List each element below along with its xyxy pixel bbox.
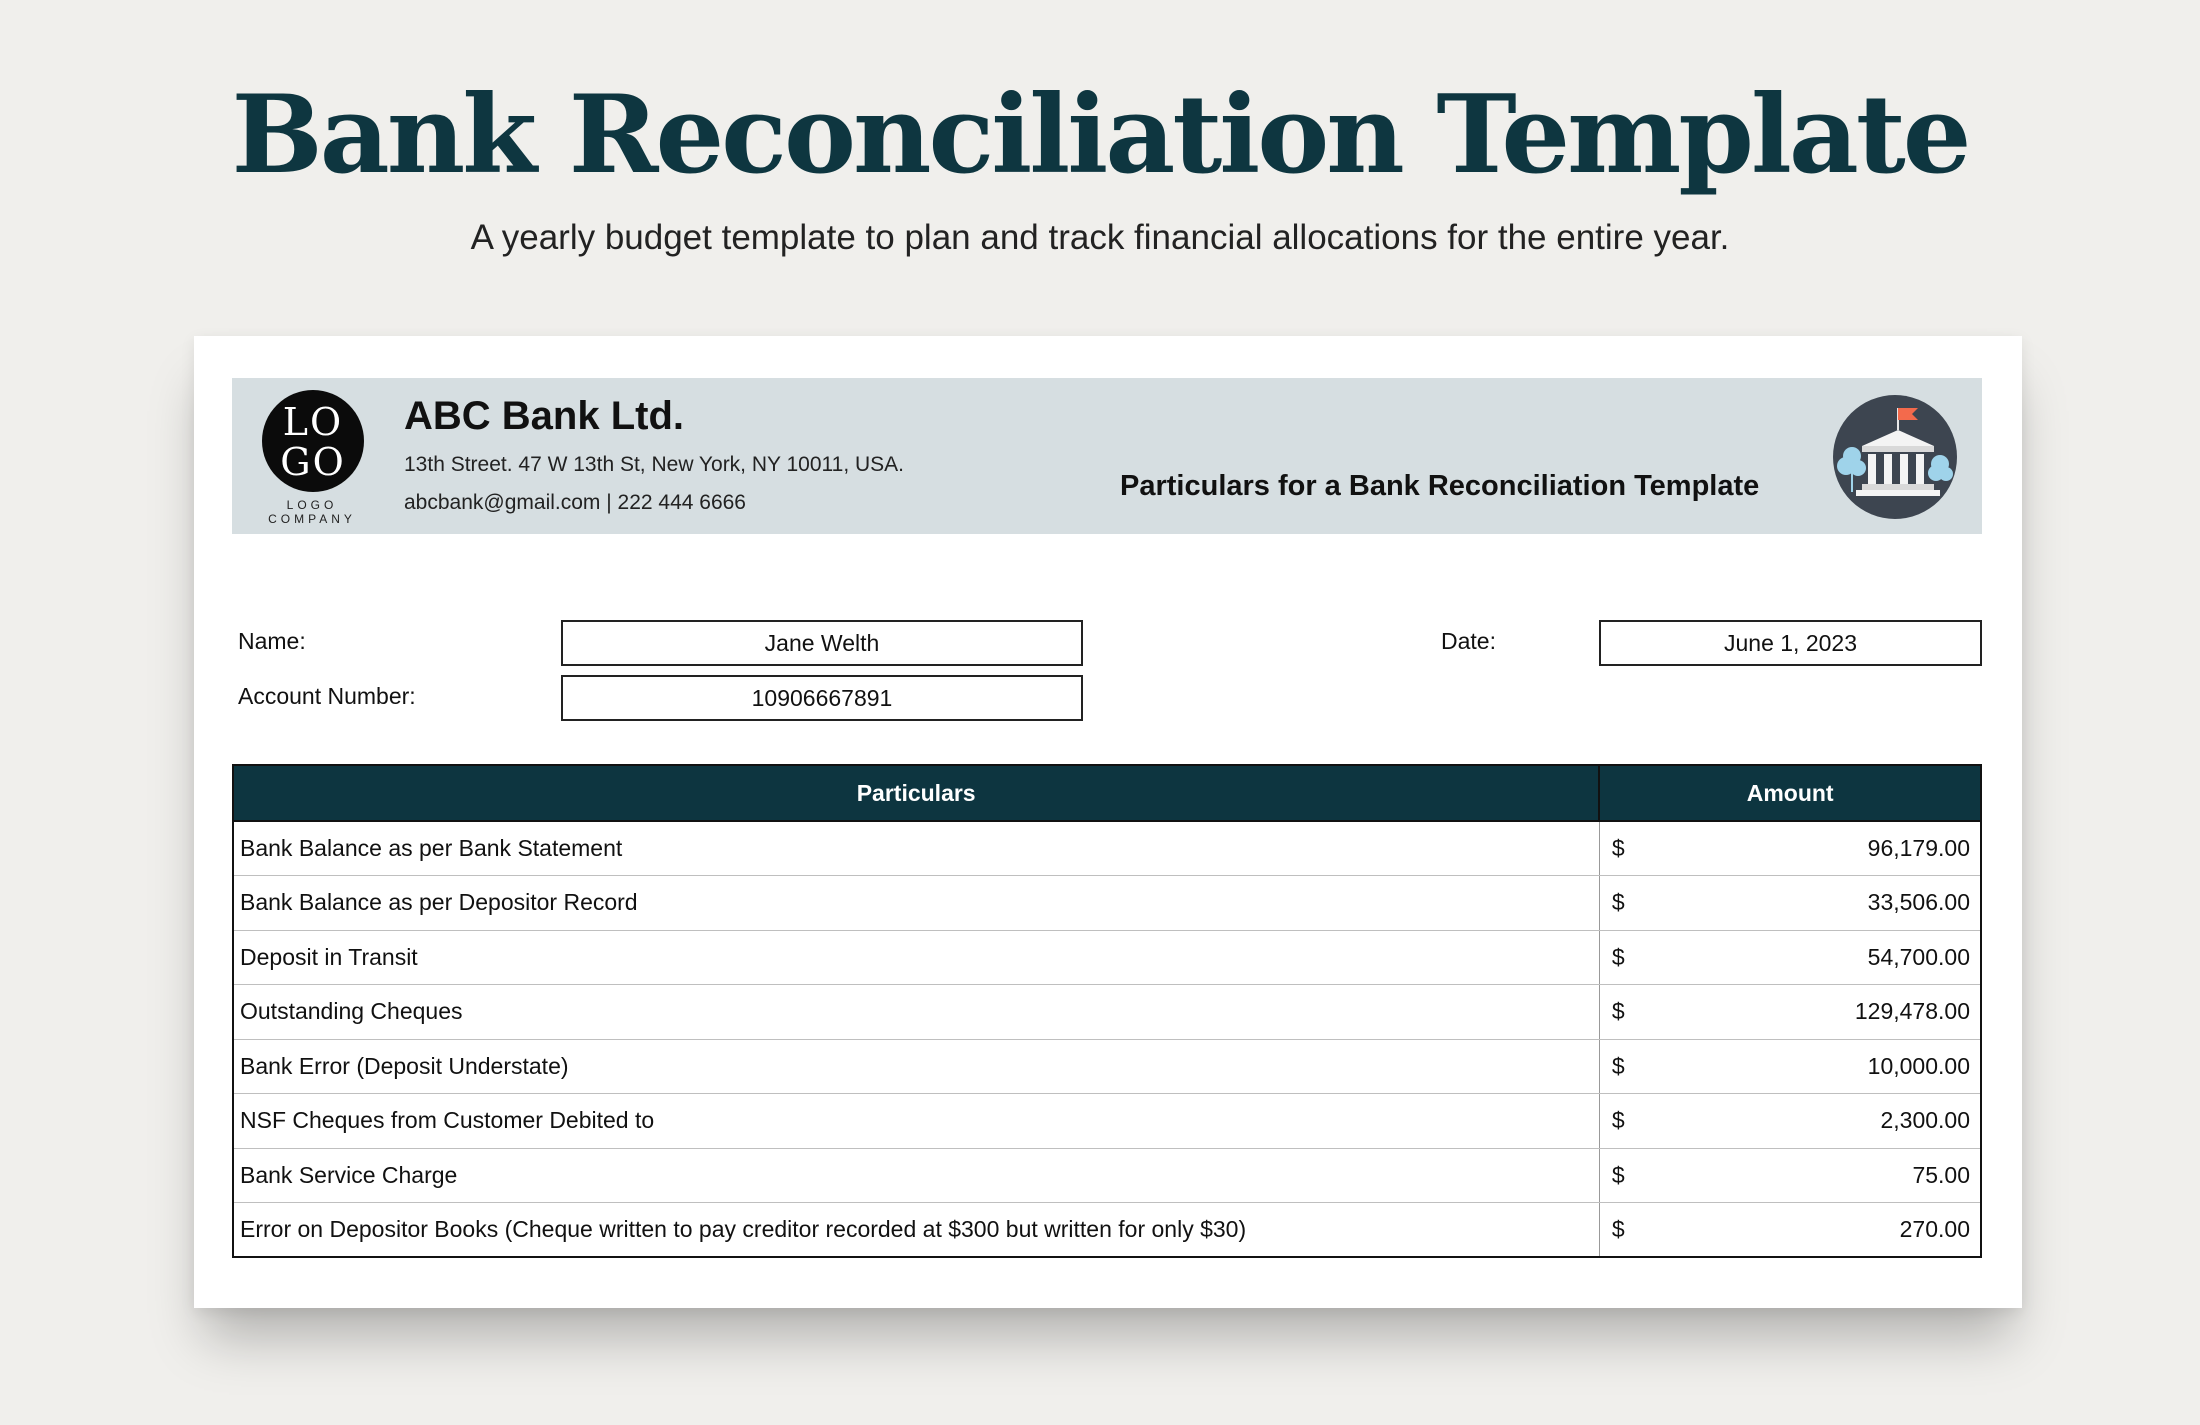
- table-row: [233, 1039, 1981, 1094]
- amount-cell[interactable]: [1599, 821, 1981, 876]
- table-row: [233, 1094, 1981, 1149]
- logo-line-1: LO: [282, 400, 344, 444]
- amount-value: 129,478.00: [1854, 998, 1970, 1025]
- column-header-amount: Amount: [1599, 765, 1981, 821]
- banner-heading: Particulars for a Bank Reconciliation Template: [1120, 470, 1760, 502]
- currency-symbol: $: [1611, 943, 1625, 970]
- table-row: [233, 821, 1981, 876]
- date-field[interactable]: June 1, 2023: [1599, 620, 1982, 666]
- particular-cell[interactable]: Deposit in Transit: [233, 930, 1599, 985]
- page-subtitle: A yearly budget template to plan and track financial allocations for the entire year.: [470, 218, 1730, 257]
- logo-line-2: GO: [280, 440, 346, 484]
- particular-cell[interactable]: Bank Service Charge: [233, 1148, 1599, 1203]
- page-title: Bank Reconciliation Template: [231, 72, 1969, 198]
- currency-symbol: $: [1611, 889, 1625, 916]
- currency-symbol: $: [1611, 835, 1625, 861]
- logo-caption: LOGO COMPANY: [268, 498, 356, 526]
- column-header-particulars: Particulars: [233, 765, 1599, 821]
- name-label: Name:: [238, 628, 306, 654]
- amount-value: 10,000.00: [1867, 1052, 1970, 1079]
- document-sheet: [194, 336, 2022, 1308]
- company-banner: [232, 378, 1982, 534]
- amount-cell[interactable]: [1599, 985, 1981, 1040]
- particular-cell[interactable]: Outstanding Cheques: [233, 985, 1599, 1040]
- company-name: ABC Bank Ltd.: [404, 394, 684, 438]
- bank-building-icon: [1832, 394, 1958, 520]
- particular-cell[interactable]: Error on Depositor Books (Cheque written to pay creditor recorded at $300 but written for only $30): [233, 1203, 1599, 1258]
- account-number-field[interactable]: 10906667891: [561, 675, 1083, 721]
- particular-cell[interactable]: Bank Balance as per Bank Statement: [233, 821, 1599, 876]
- amount-cell[interactable]: [1599, 1148, 1981, 1203]
- table-row: [233, 1148, 1981, 1203]
- reconciliation-table: [232, 764, 1982, 1258]
- table-row: [233, 876, 1981, 931]
- amount-value: 54,700.00: [1867, 943, 1970, 970]
- name-field[interactable]: Jane Welth: [561, 620, 1083, 666]
- amount-value: 270.00: [1899, 1216, 1970, 1242]
- amount-value: 75.00: [1912, 1161, 1970, 1188]
- currency-symbol: $: [1611, 1161, 1625, 1188]
- amount-cell[interactable]: [1599, 1203, 1981, 1258]
- amount-value: 96,179.00: [1867, 835, 1970, 861]
- amount-cell[interactable]: [1599, 1039, 1981, 1094]
- company-address: 13th Street. 47 W 13th St, New York, NY 10011, USA.: [404, 453, 905, 476]
- company-logo: [262, 390, 364, 492]
- table-row: [233, 985, 1981, 1040]
- table-row: [233, 930, 1981, 985]
- company-contact: abcbank@gmail.com | 222 444 6666: [404, 491, 746, 514]
- particular-cell[interactable]: NSF Cheques from Customer Debited to: [233, 1094, 1599, 1149]
- amount-value: 2,300.00: [1880, 1107, 1970, 1134]
- particular-cell[interactable]: Bank Balance as per Depositor Record: [233, 876, 1599, 931]
- account-number-label: Account Number:: [238, 683, 416, 709]
- currency-symbol: $: [1611, 998, 1625, 1025]
- currency-symbol: $: [1611, 1216, 1625, 1242]
- currency-symbol: $: [1611, 1052, 1625, 1079]
- currency-symbol: $: [1611, 1107, 1625, 1134]
- date-label: Date:: [1441, 628, 1496, 654]
- table-row: [233, 1203, 1981, 1258]
- amount-cell[interactable]: [1599, 930, 1981, 985]
- particular-cell[interactable]: Bank Error (Deposit Understate): [233, 1039, 1599, 1094]
- amount-cell[interactable]: [1599, 876, 1981, 931]
- amount-value: 33,506.00: [1867, 889, 1970, 916]
- amount-cell[interactable]: [1599, 1094, 1981, 1149]
